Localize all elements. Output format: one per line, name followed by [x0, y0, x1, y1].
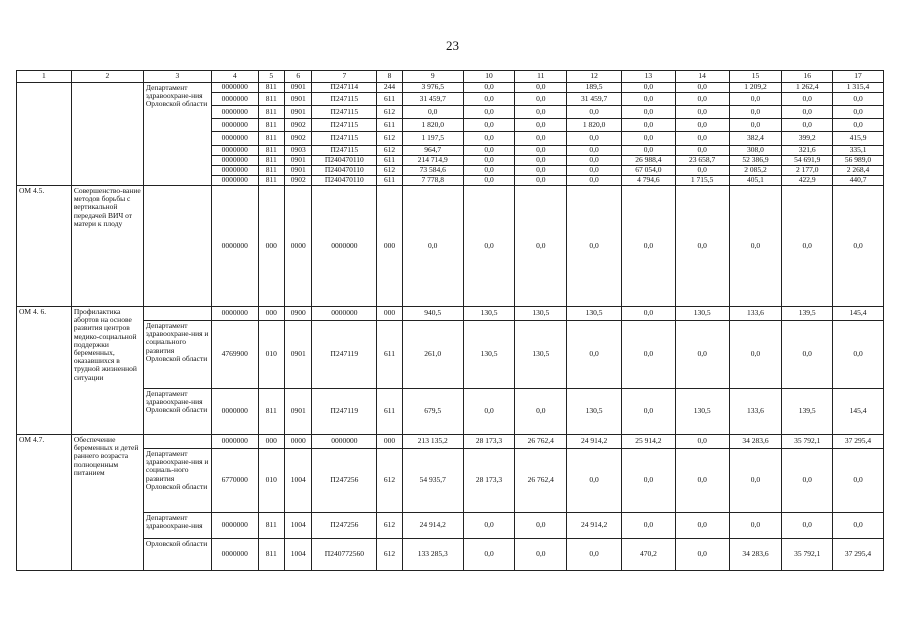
table-cell: 811	[258, 83, 284, 93]
table-cell: 0,0	[833, 513, 884, 539]
table-cell: 0,0	[782, 106, 833, 119]
table-cell: 0,0	[782, 449, 833, 513]
table-cell: 0,0	[675, 321, 729, 389]
table-cell: 35 792,1	[782, 539, 833, 571]
table-cell: 0,0	[567, 132, 622, 146]
table-row	[17, 186, 884, 307]
table-cell: 940,5	[402, 307, 463, 321]
table-cell: 0,0	[675, 146, 729, 156]
table-cell: 611	[377, 321, 402, 389]
table-cell: 25 914,2	[621, 435, 675, 449]
table-cell: 422,9	[782, 176, 833, 186]
table-cell: 0,0	[515, 132, 567, 146]
table-cell: 399,2	[782, 132, 833, 146]
table-cell: 133,6	[729, 307, 782, 321]
table-cell: 0,0	[833, 321, 884, 389]
table-cell: 0,0	[515, 176, 567, 186]
table-row	[17, 389, 884, 435]
table-cell: 1004	[284, 449, 311, 513]
table-cell: 0,0	[729, 513, 782, 539]
table-cell: 0,0	[567, 186, 622, 307]
table-cell: 0901	[284, 106, 311, 119]
table-cell: 0902	[284, 132, 311, 146]
table-cell: 611	[377, 176, 402, 186]
table-cell: 130,5	[463, 307, 515, 321]
table-cell: 0,0	[515, 106, 567, 119]
table-cell: П247119	[312, 321, 377, 389]
table-cell: 611	[377, 156, 402, 166]
table-cell: 0,0	[729, 106, 782, 119]
table-cell: 0,0	[782, 119, 833, 132]
table-cell: 0,0	[567, 106, 622, 119]
table-cell: 0,0	[515, 389, 567, 435]
table-cell: 811	[258, 176, 284, 186]
table-cell: 0000	[284, 186, 311, 307]
table-cell: 0,0	[621, 119, 675, 132]
table-cell: 0,0	[833, 93, 884, 106]
table-cell: 811	[258, 539, 284, 571]
table-cell: 244	[377, 83, 402, 93]
table-cell: 54 691,9	[782, 156, 833, 166]
table-cell: 0,0	[463, 93, 515, 106]
column-header: 10	[463, 71, 515, 83]
table-cell: 1 197,5	[402, 132, 463, 146]
table-cell: 73 584,6	[402, 166, 463, 176]
column-header: 9	[402, 71, 463, 83]
table-cell: 000	[258, 186, 284, 307]
table-cell: 0,0	[621, 389, 675, 435]
table-row	[17, 307, 884, 321]
table-cell: 0,0	[515, 119, 567, 132]
table-cell: 130,5	[515, 321, 567, 389]
table-cell: 0,0	[782, 93, 833, 106]
table-cell: 010	[258, 321, 284, 389]
table-cell: 1 262,4	[782, 83, 833, 93]
table-cell: 612	[377, 106, 402, 119]
table-cell: 0,0	[675, 186, 729, 307]
table-row	[17, 449, 884, 513]
measure-code: ОМ 4.7.	[17, 435, 72, 571]
table-cell: 0,0	[675, 166, 729, 176]
table-cell: 0,0	[463, 119, 515, 132]
table-cell: 0,0	[621, 93, 675, 106]
table-cell: 26 762,4	[515, 435, 567, 449]
table-cell: 1 209,2	[729, 83, 782, 93]
table-cell: 0901	[284, 321, 311, 389]
table-cell: 2 085,2	[729, 166, 782, 176]
budget-table	[16, 70, 884, 571]
table-cell: 4769900	[211, 321, 258, 389]
table-cell: 0,0	[675, 93, 729, 106]
table-cell: 1004	[284, 539, 311, 571]
table-cell: 0,0	[833, 119, 884, 132]
table-cell: 0000000	[211, 186, 258, 307]
executor-cell: Департамент здравоохране-ния и социального развития Орловской области	[143, 321, 211, 389]
table-cell: 34 283,6	[729, 435, 782, 449]
executor-cell: Департамент здравоохране-ния Орловской области	[143, 389, 211, 435]
table-cell: 0000000	[211, 146, 258, 156]
table-cell: 1 820,0	[402, 119, 463, 132]
table-cell: 0,0	[463, 166, 515, 176]
table-row	[17, 539, 884, 571]
table-cell: 213 135,2	[402, 435, 463, 449]
table-cell: 0000	[284, 435, 311, 449]
table-cell: 189,5	[567, 83, 622, 93]
table-cell: 0902	[284, 176, 311, 186]
table-cell: 0,0	[515, 146, 567, 156]
measure-name: Совершенство-вание методов борьбы с вертикальной передачей ВИЧ от матери к плоду	[71, 186, 143, 307]
table-cell: 0000000	[312, 307, 377, 321]
table-cell: 0,0	[675, 132, 729, 146]
table-cell: 24 914,2	[402, 513, 463, 539]
table-cell: 0,0	[463, 539, 515, 571]
table-cell: 0,0	[567, 176, 622, 186]
table-cell: 0901	[284, 93, 311, 106]
table-cell: П240470110	[312, 166, 377, 176]
table-cell: 0000000	[211, 93, 258, 106]
column-header: 6	[284, 71, 311, 83]
table-cell: 0,0	[621, 186, 675, 307]
table-cell: 35 792,1	[782, 435, 833, 449]
table-cell: 1 315,4	[833, 83, 884, 93]
table-cell	[71, 83, 143, 186]
table-cell: 130,5	[675, 307, 729, 321]
table-cell: 811	[258, 119, 284, 132]
table-cell: 0,0	[675, 513, 729, 539]
table-cell: 0,0	[567, 539, 622, 571]
table-cell: 0000000	[211, 389, 258, 435]
table-cell: 7 778,8	[402, 176, 463, 186]
table-cell: П240470110	[312, 176, 377, 186]
table-cell: 811	[258, 132, 284, 146]
table-cell: 0,0	[515, 539, 567, 571]
page-number: 23	[446, 38, 459, 53]
table-cell: 0,0	[463, 83, 515, 93]
table-cell: 145,4	[833, 389, 884, 435]
table-cell: 0,0	[463, 389, 515, 435]
table-cell	[143, 435, 211, 449]
table-cell: 612	[377, 166, 402, 176]
table-cell: 24 914,2	[567, 435, 622, 449]
table-cell	[17, 83, 72, 186]
table-cell: 0,0	[515, 186, 567, 307]
table-cell: П247115	[312, 132, 377, 146]
table-cell: П247256	[312, 449, 377, 513]
table-cell: 0,0	[675, 83, 729, 93]
table-cell: 26 988,4	[621, 156, 675, 166]
table-cell: 0,0	[402, 186, 463, 307]
table-cell: 0,0	[463, 186, 515, 307]
table-cell: 4 794,6	[621, 176, 675, 186]
table-cell	[143, 307, 211, 321]
table-cell: 811	[258, 93, 284, 106]
table-cell: 37 295,4	[833, 435, 884, 449]
table-cell: 28 173,3	[463, 435, 515, 449]
table-cell: 321,6	[782, 146, 833, 156]
column-header: 16	[782, 71, 833, 83]
table-cell: 0,0	[402, 106, 463, 119]
table-cell: 34 283,6	[729, 539, 782, 571]
executor-cell: Департамент здравоохране-ния	[143, 513, 211, 539]
table-cell	[143, 186, 211, 307]
table-cell: П247115	[312, 119, 377, 132]
table-row	[17, 321, 884, 389]
column-header: 17	[833, 71, 884, 83]
table-cell: 0903	[284, 146, 311, 156]
table-cell: 0,0	[782, 513, 833, 539]
table-cell: 0000000	[211, 435, 258, 449]
table-cell: 0,0	[463, 146, 515, 156]
table-cell: 0902	[284, 119, 311, 132]
table-cell: 6770000	[211, 449, 258, 513]
table-cell: 308,0	[729, 146, 782, 156]
table-cell: 440,7	[833, 176, 884, 186]
table-cell: 335,1	[833, 146, 884, 156]
table-cell: 679,5	[402, 389, 463, 435]
table-cell: 24 914,2	[567, 513, 622, 539]
table-cell: 0,0	[621, 83, 675, 93]
table-cell: 0,0	[675, 435, 729, 449]
table-cell: 000	[258, 435, 284, 449]
table-cell: 611	[377, 389, 402, 435]
table-cell: 0,0	[833, 106, 884, 119]
table-cell: 000	[377, 186, 402, 307]
table-cell: 0,0	[567, 156, 622, 166]
table-cell: 0000000	[211, 132, 258, 146]
table-cell: 0,0	[675, 449, 729, 513]
table-cell: 0901	[284, 389, 311, 435]
table-cell: 611	[377, 119, 402, 132]
executor-cell: Департамент здравоохране-ния и социаль-ного развития Орловской области	[143, 449, 211, 513]
table-cell: 2 177,0	[782, 166, 833, 176]
table-cell: 382,4	[729, 132, 782, 146]
column-header: 13	[621, 71, 675, 83]
table-cell: 000	[258, 307, 284, 321]
table-cell: 0,0	[833, 449, 884, 513]
column-header: 2	[71, 71, 143, 83]
table-cell: 964,7	[402, 146, 463, 156]
table-row	[17, 513, 884, 539]
table-cell: 1 715,5	[675, 176, 729, 186]
table-cell: 811	[258, 389, 284, 435]
table-cell: 0,0	[567, 449, 622, 513]
measure-code: ОМ 4. 6.	[17, 307, 72, 435]
table-cell: 0,0	[463, 156, 515, 166]
table-cell: 010	[258, 449, 284, 513]
table-cell: П247119	[312, 389, 377, 435]
table-cell: 612	[377, 132, 402, 146]
table-cell: 0000000	[211, 83, 258, 93]
table-cell: 130,5	[675, 389, 729, 435]
table-row	[17, 435, 884, 449]
table-cell: 0,0	[621, 132, 675, 146]
table-cell: 67 054,0	[621, 166, 675, 176]
table-cell: 811	[258, 146, 284, 156]
column-header: 8	[377, 71, 402, 83]
table-row	[17, 71, 884, 83]
table-cell: 611	[377, 93, 402, 106]
table-cell: 0,0	[463, 106, 515, 119]
table-cell: П247115	[312, 93, 377, 106]
table-cell: 0,0	[515, 83, 567, 93]
table-row	[17, 83, 884, 93]
table-cell: 0,0	[621, 321, 675, 389]
table-cell: 0,0	[782, 321, 833, 389]
table-cell: 0,0	[675, 119, 729, 132]
table-cell: 0,0	[729, 186, 782, 307]
table-cell: 0,0	[567, 321, 622, 389]
table-cell: 23 658,7	[675, 156, 729, 166]
column-header: 4	[211, 71, 258, 83]
table-cell: 0000000	[312, 435, 377, 449]
table-cell: 0000000	[211, 119, 258, 132]
column-header: 14	[675, 71, 729, 83]
table-cell: 0000000	[312, 186, 377, 307]
column-header: 3	[143, 71, 211, 83]
table-cell: 130,5	[567, 307, 622, 321]
table-cell: 0,0	[782, 186, 833, 307]
measure-code: ОМ 4.5.	[17, 186, 72, 307]
table-cell: 145,4	[833, 307, 884, 321]
table-cell: 31 459,7	[567, 93, 622, 106]
column-header: 7	[312, 71, 377, 83]
table-cell: 811	[258, 166, 284, 176]
table-cell: 470,2	[621, 539, 675, 571]
table-cell: 0,0	[729, 93, 782, 106]
table-cell: 0,0	[621, 106, 675, 119]
table-cell: 0901	[284, 156, 311, 166]
table-cell: 0,0	[463, 513, 515, 539]
table-cell: 612	[377, 449, 402, 513]
table-cell: 0,0	[675, 106, 729, 119]
table-cell: 0,0	[567, 146, 622, 156]
table-cell: 0901	[284, 166, 311, 176]
table-cell: 0000000	[211, 156, 258, 166]
table-cell: 405,1	[729, 176, 782, 186]
executor-cell: Департамент здравоохране-ния Орловской области	[143, 83, 211, 186]
table-cell: 0900	[284, 307, 311, 321]
table-cell: 0,0	[515, 166, 567, 176]
table-cell: 0,0	[463, 132, 515, 146]
table-cell: 261,0	[402, 321, 463, 389]
table-cell: 1004	[284, 513, 311, 539]
column-header: 15	[729, 71, 782, 83]
table-cell: 0000000	[211, 106, 258, 119]
table-cell: 28 173,3	[463, 449, 515, 513]
table-cell: 612	[377, 513, 402, 539]
table-cell: 0,0	[463, 176, 515, 186]
table-cell: 54 935,7	[402, 449, 463, 513]
table-cell: 0,0	[515, 513, 567, 539]
table-cell: 133,6	[729, 389, 782, 435]
column-header: 1	[17, 71, 72, 83]
table-cell: П240470110	[312, 156, 377, 166]
measure-name: Обеспечение беременных и детей раннего возраста полноценным питанием	[71, 435, 143, 571]
table-cell: 0,0	[567, 166, 622, 176]
table-cell: 214 714,9	[402, 156, 463, 166]
measure-name: Профилактика абортов на основе развития центров медико-социальной поддержки беременных, оказавшихся в трудной жизненной ситуации	[71, 307, 143, 435]
table-cell: 0000000	[211, 166, 258, 176]
executor-cell: Орловской области	[143, 539, 211, 571]
table-cell: 0,0	[729, 321, 782, 389]
table-cell: 130,5	[515, 307, 567, 321]
table-cell: П247256	[312, 513, 377, 539]
table-cell: 130,5	[463, 321, 515, 389]
table-cell: 133 285,3	[402, 539, 463, 571]
table-cell: 26 762,4	[515, 449, 567, 513]
table-cell: 37 295,4	[833, 539, 884, 571]
table-cell: П247115	[312, 146, 377, 156]
table-cell: 56 989,0	[833, 156, 884, 166]
table-cell: 139,5	[782, 307, 833, 321]
table-cell: 0000000	[211, 176, 258, 186]
table-cell: 0,0	[729, 449, 782, 513]
table-cell: 1 820,0	[567, 119, 622, 132]
column-header: 11	[515, 71, 567, 83]
table-cell: 811	[258, 106, 284, 119]
table-cell: 0901	[284, 83, 311, 93]
table-cell: 0000000	[211, 539, 258, 571]
table-cell: 0,0	[621, 146, 675, 156]
table-cell: 52 386,9	[729, 156, 782, 166]
table-cell: 0,0	[621, 513, 675, 539]
table-cell: 0,0	[515, 156, 567, 166]
table-cell: 0,0	[833, 186, 884, 307]
table-cell: 0000000	[211, 307, 258, 321]
table-cell: 000	[377, 435, 402, 449]
table-cell: П247114	[312, 83, 377, 93]
table-cell: 0,0	[621, 449, 675, 513]
table-cell: 0,0	[621, 307, 675, 321]
table-cell: 31 459,7	[402, 93, 463, 106]
table-cell: 415,9	[833, 132, 884, 146]
table-cell: П247115	[312, 106, 377, 119]
table-cell: П240772560	[312, 539, 377, 571]
table-cell: 0000000	[211, 513, 258, 539]
table-cell: 139,5	[782, 389, 833, 435]
table-cell: 0,0	[729, 119, 782, 132]
table-cell: 0,0	[675, 539, 729, 571]
table-cell: 130,5	[567, 389, 622, 435]
table-cell: 612	[377, 146, 402, 156]
table-cell: 2 268,4	[833, 166, 884, 176]
table-cell: 000	[377, 307, 402, 321]
table-cell: 811	[258, 513, 284, 539]
table-cell: 3 976,5	[402, 83, 463, 93]
column-header: 12	[567, 71, 622, 83]
table-cell: 0,0	[515, 93, 567, 106]
table-cell: 612	[377, 539, 402, 571]
table-cell: 811	[258, 156, 284, 166]
column-header: 5	[258, 71, 284, 83]
